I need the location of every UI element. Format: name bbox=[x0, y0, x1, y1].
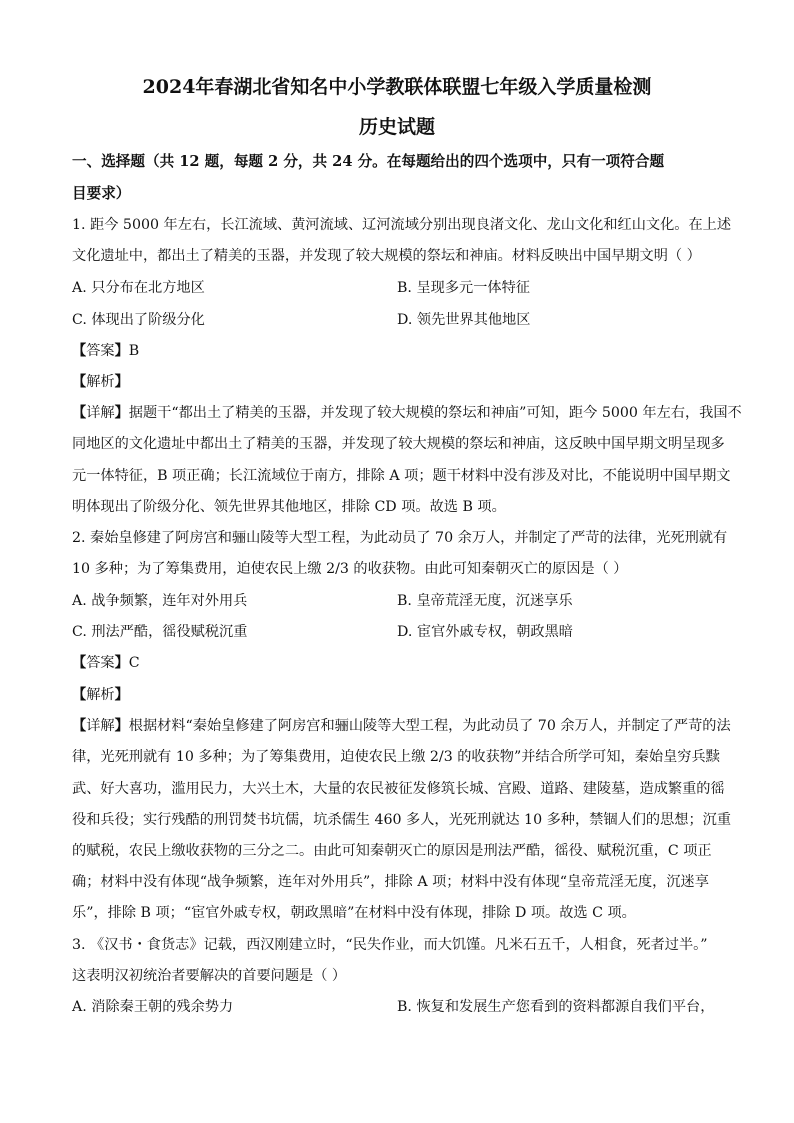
analysis-label: 解析 bbox=[86, 374, 115, 390]
q1-detail-line2: 同地区的文化遗址中都出土了精美的玉器，并发现了较大规模的祭坛和神庙，这反映中国早期文明呈现多 bbox=[72, 436, 725, 452]
q1-detail-line3: 元一体特征，B 项正确；长江流域位于南方，排除 A 项；题干材料中没有涉及对比，不能说明中国早期文 bbox=[72, 468, 731, 484]
q2-option-d: D. 宦官外戚专权，朝政黑暗 bbox=[397, 624, 573, 640]
q2-detail-line3: 武、好大喜功，滥用民力，大兴土木，大量的农民被征发修筑长城、宫殿、道路、建陵墓，造成繁重的徭 bbox=[72, 781, 725, 797]
q1-option-d: D. 领先世界其他地区 bbox=[397, 312, 531, 328]
q1-stem-line1: 1. 距今 5000 年左右，长江流域、黄河流域、辽河流域分别出现良渚文化、龙山文化和红山文化。在上述 bbox=[72, 217, 732, 233]
q1-analysis bbox=[72, 371, 129, 391]
answer-bracket-open: 【 bbox=[72, 655, 87, 671]
q1-option-b: B. 呈现多元一体特征 bbox=[397, 280, 530, 296]
exam-subject-title: 历史试题 bbox=[358, 116, 435, 138]
answer-value: B bbox=[128, 343, 140, 359]
analysis-bracket-close: 】 bbox=[114, 687, 129, 703]
q2-detail-line6: 确；材料中没有体现“战争频繁，连年对外用兵”，排除 A 项；材料中没有体现“皇帝荒淫无度，沉迷享 bbox=[72, 874, 709, 890]
q2-analysis bbox=[72, 684, 129, 704]
q1-stem-line2: 文化遗址中，都出土了精美的玉器，并发现了较大规模的祭坛和神庙。材料反映出中国早期文明（ ） bbox=[72, 248, 701, 264]
detail-bracket-open: 【 bbox=[72, 718, 87, 734]
exam-title: 2024年春湖北省知名中小学教联体联盟七年级入学质量检测 bbox=[142, 76, 652, 98]
detail-bracket-close: 】 bbox=[114, 718, 129, 734]
q2-option-b: B. 皇帝荒淫无度，沉迷享乐 bbox=[397, 593, 573, 609]
q2-answer bbox=[72, 652, 140, 672]
q2-option-c: C. 刑法严酷，徭役赋税沉重 bbox=[72, 624, 248, 640]
q2-detail-line1 bbox=[72, 715, 731, 735]
detail-bracket-open: 【 bbox=[72, 405, 87, 421]
analysis-bracket-open: 【 bbox=[72, 374, 87, 390]
q2-detail-line7: 乐”，排除 B 项；“宦官外戚专权，朝政黑暗”在材料中没有体现，排除 D 项。故选 C 项。 bbox=[72, 905, 636, 921]
section-heading-line1: 一、选择题（共 12 题，每题 2 分，共 24 分。在每题给出的四个选项中，只有一项符合题 bbox=[72, 153, 665, 170]
detail-label: 详解 bbox=[86, 405, 115, 421]
detail-text: 根据材料“秦始皇修建了阿房宫和骊山陵等大型工程，为此动员了 70 余万人，并制定了严苛的法 bbox=[128, 718, 731, 734]
answer-label: 答案 bbox=[86, 655, 115, 671]
q3-stem-line2: 这表明汉初统治者要解决的首要问题是（ ） bbox=[72, 968, 347, 984]
q2-option-a: A. 战争频繁，连年对外用兵 bbox=[72, 593, 248, 609]
q2-detail-line2: 律，光死刑就有 10 多种；为了筹集费用，迫使农民上缴 2/3 的收获物”并结合所学可知，秦始皇穷兵黩 bbox=[72, 749, 720, 765]
detail-label: 详解 bbox=[86, 718, 115, 734]
q2-detail-line4: 役和兵役；实行残酷的刑罚焚书坑儒，坑杀儒生 460 多人，光死刑就达 10 多种，禁锢人们的思想；沉重 bbox=[72, 812, 732, 828]
answer-bracket-close: 】 bbox=[114, 655, 129, 671]
q3-stem-line1: 3. 《汉书・食货志》记载，西汉刚建立时，“民失作业，而大饥馑。凡米石五千，人相食，死者过半。” bbox=[72, 937, 708, 953]
q2-detail-line5: 的赋税，农民上缴收获物的三分之二。由此可知秦朝灭亡的原因是刑法严酷，徭役、赋税沉重，C 项正 bbox=[72, 843, 712, 859]
detail-text: 据题干“都出土了精美的玉器，并发现了较大规模的祭坛和神庙”可知，距今 5000 年左右，我国不 bbox=[128, 405, 742, 421]
answer-bracket-open: 【 bbox=[72, 343, 87, 359]
section-heading-line2: 目要求） bbox=[72, 185, 131, 202]
analysis-bracket-close: 】 bbox=[114, 374, 129, 390]
answer-bracket-close: 】 bbox=[114, 343, 129, 359]
q3-option-a: A. 消除秦王朝的残余势力 bbox=[72, 999, 234, 1015]
q1-option-c: C. 体现出了阶级分化 bbox=[72, 312, 205, 328]
q3-option-b: B. 恢复和发展生产您看到的资料都源自我们平台， bbox=[397, 999, 715, 1015]
detail-bracket-close: 】 bbox=[114, 405, 129, 421]
q1-answer bbox=[72, 340, 139, 360]
q2-stem-line2: 10 多种；为了筹集费用，迫使农民上缴 2/3 的收获物。由此可知秦朝灭亡的原因是（ ） bbox=[72, 561, 628, 577]
q2-stem-line1: 2. 秦始皇修建了阿房宫和骊山陵等大型工程，为此动员了 70 余万人，并制定了严苛的法律，光死刑就有 bbox=[72, 530, 728, 546]
analysis-label: 解析 bbox=[86, 687, 115, 703]
q1-option-a: A. 只分布在北方地区 bbox=[72, 280, 205, 296]
analysis-bracket-open: 【 bbox=[72, 687, 87, 703]
q1-detail-line4: 明体现出了阶级分化、领先世界其他地区，排除 CD 项。故选 B 项。 bbox=[72, 499, 506, 515]
q1-detail-line1 bbox=[72, 402, 742, 422]
answer-label: 答案 bbox=[86, 343, 115, 359]
answer-value: C bbox=[128, 655, 140, 671]
